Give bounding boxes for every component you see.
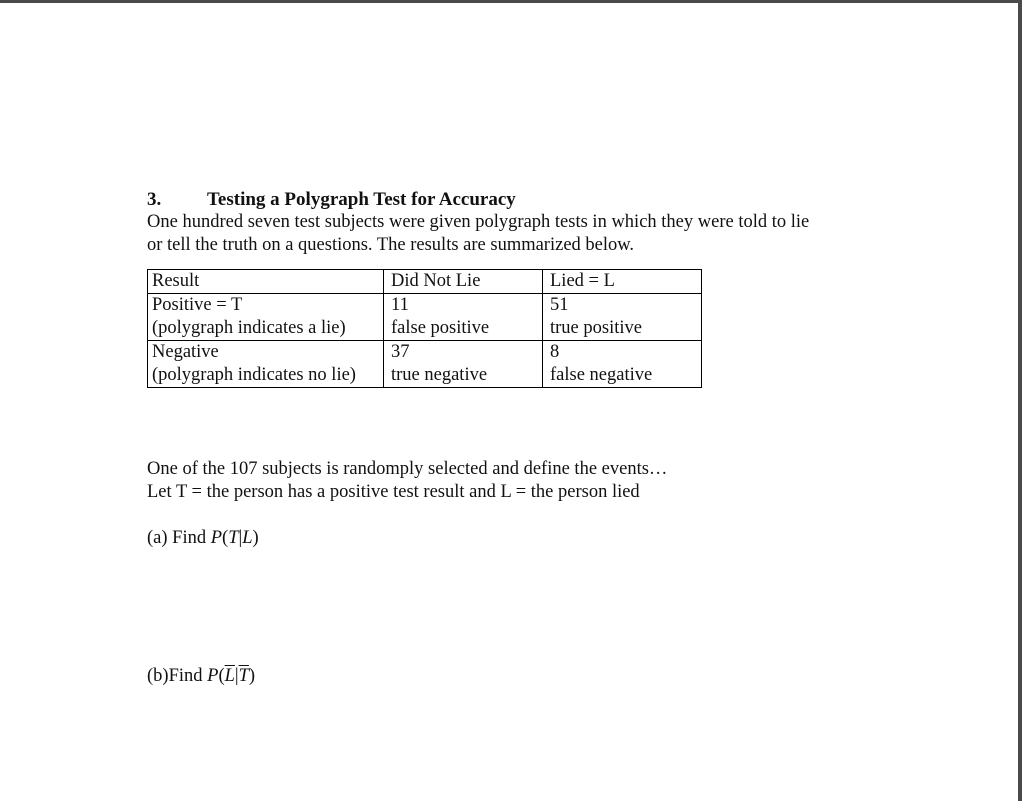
math-close-paren: ) <box>252 528 259 548</box>
results-table <box>147 269 702 388</box>
events-line-1: One of the 107 subjects is randomply selected and define the events… <box>147 459 668 479</box>
row-positive-not-lie-value: 11 <box>384 294 543 318</box>
table-row <box>148 317 702 341</box>
math-p: P <box>207 666 219 686</box>
question-b <box>147 665 907 688</box>
table-row <box>148 294 702 318</box>
table-row <box>148 341 702 365</box>
problem-title: Testing a Polygraph Test for Accuracy <box>207 189 516 210</box>
problem-heading <box>147 188 907 211</box>
problem-number: 3. <box>147 189 162 210</box>
math-close-paren: ) <box>248 666 256 686</box>
row-negative-not-lie-label: true negative <box>384 364 543 388</box>
math-given-bar: | <box>238 528 243 548</box>
math-open-paren: ( <box>222 528 229 548</box>
header-result: Result <box>148 270 384 294</box>
row-negative-lied-label: false negative <box>543 364 702 388</box>
events-definition <box>147 458 907 504</box>
header-lied: Lied = L <box>543 270 702 294</box>
row-negative-lied-value: 8 <box>543 341 702 365</box>
table-header-row <box>148 270 702 294</box>
row-positive-lied-value: 51 <box>543 294 702 318</box>
page-right-edge <box>1018 0 1022 801</box>
math-given-bar: | <box>234 666 239 686</box>
question-a <box>147 527 907 550</box>
header-did-not-lie: Did Not Lie <box>384 270 543 294</box>
intro-line-2: or tell the truth on a questions. The results are summarized below. <box>147 235 635 255</box>
math-l-complement: $\overline{L}$ <box>224 666 235 686</box>
math-p: P <box>210 528 223 548</box>
document-page <box>147 188 907 688</box>
row-negative-not-lie-value: 37 <box>384 341 543 365</box>
row-negative-result-note: (polygraph indicates no lie) <box>148 364 384 388</box>
row-positive-lied-label: true positive <box>543 317 702 341</box>
events-line-2: Let T = the person has a positive test result and L = the person lied <box>147 482 640 502</box>
row-negative-result: Negative <box>148 341 384 365</box>
question-a-expression <box>211 528 259 548</box>
page-top-edge <box>0 0 1022 3</box>
question-a-prefix: (a) Find <box>147 528 211 548</box>
math-t-complement: $\overline{T}$ <box>238 666 249 686</box>
intro-line-1: One hundred seven test subjects were given polygraph tests in which they were told to lie <box>147 212 810 232</box>
table-row <box>148 364 702 388</box>
problem-intro <box>147 211 907 257</box>
math-l: L <box>242 528 253 548</box>
row-positive-result-note: (polygraph indicates a lie) <box>148 317 384 341</box>
math-open-paren: ( <box>218 666 225 686</box>
question-b-expression <box>207 666 255 686</box>
row-positive-not-lie-label: false positive <box>384 317 543 341</box>
row-positive-result: Positive = T <box>148 294 384 318</box>
math-t: T <box>228 528 239 548</box>
question-b-prefix: (b)Find <box>147 666 208 686</box>
